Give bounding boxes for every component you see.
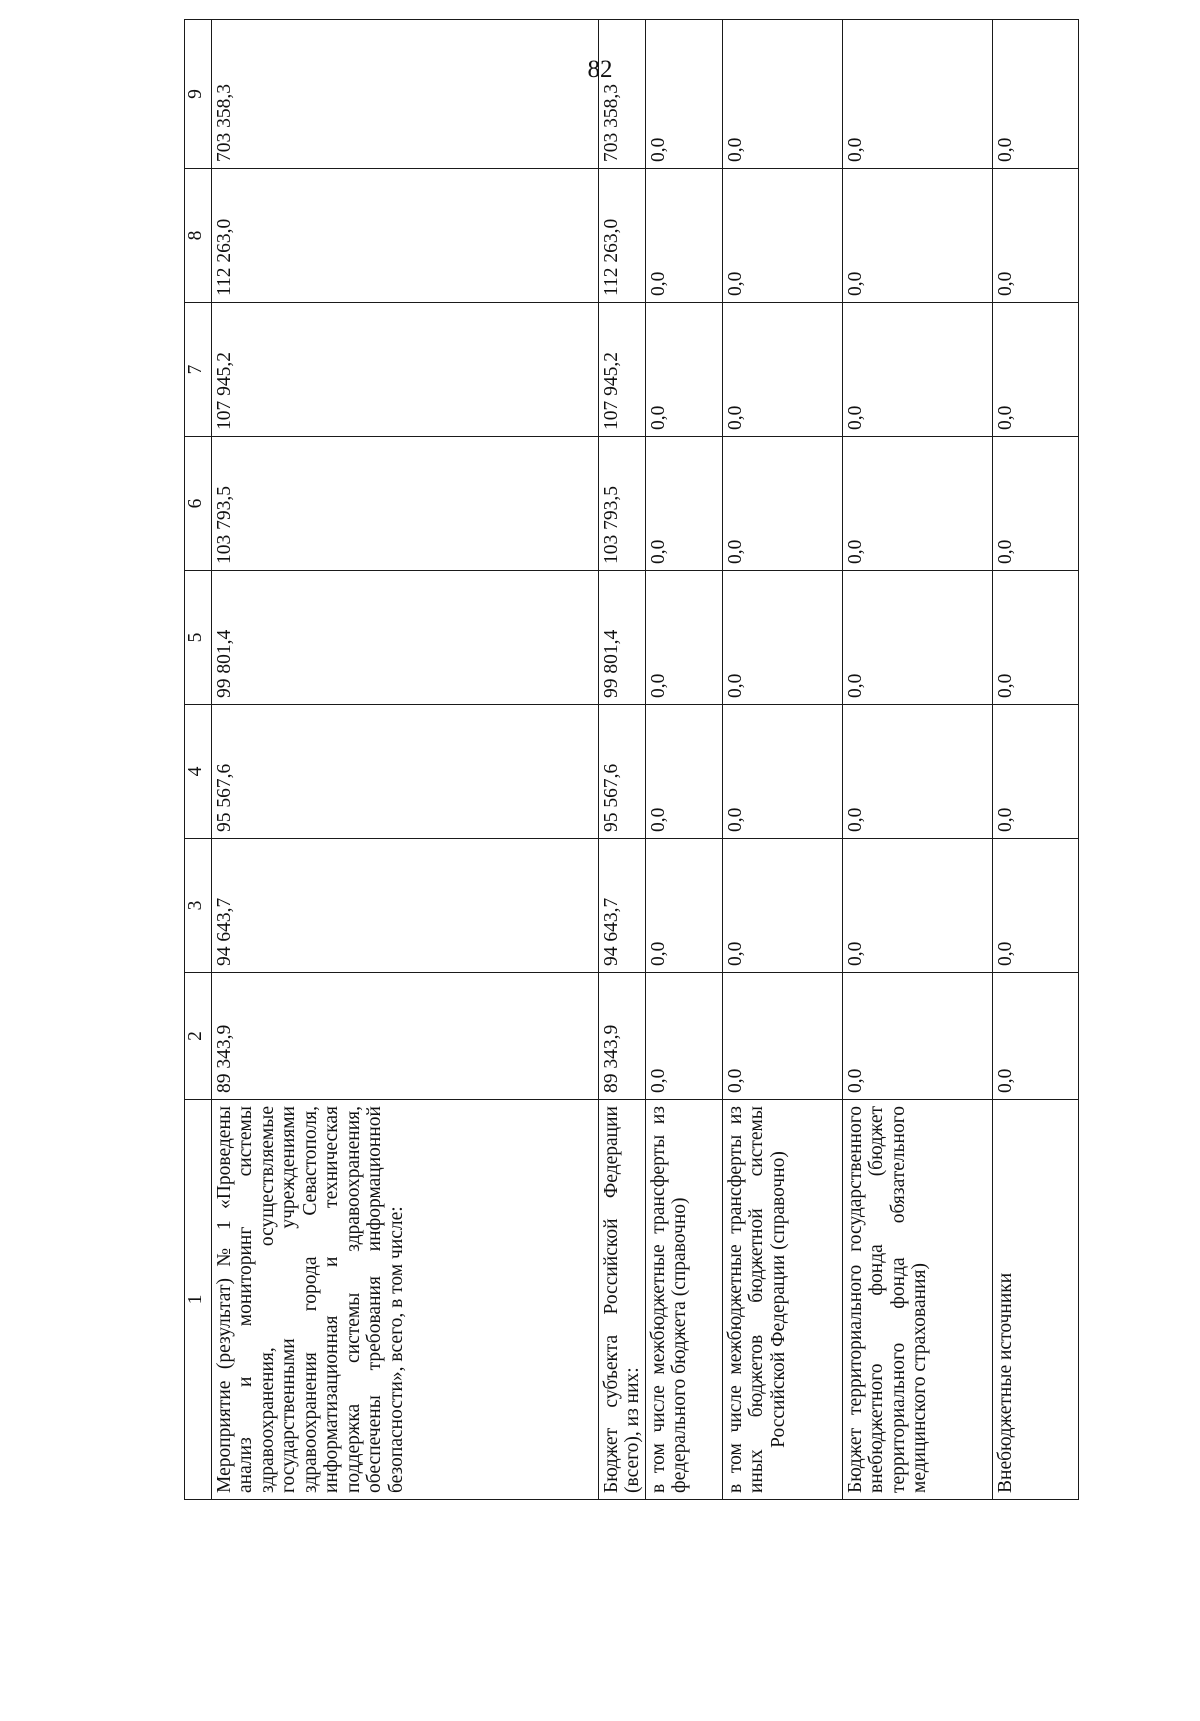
value-cell: 107 945,2 [599, 303, 646, 437]
value-cell: 0,0 [722, 169, 842, 303]
value-cell: 0,0 [842, 20, 992, 169]
header-cell: 8 [185, 169, 212, 303]
value-cell: 0,0 [645, 437, 722, 571]
value-cell: 89 343,9 [599, 973, 646, 1100]
value-cell: 0,0 [722, 303, 842, 437]
value-cell: 703 358,3 [212, 20, 599, 169]
header-cell: 4 [185, 705, 212, 839]
value-cell: 94 643,7 [212, 839, 599, 973]
row-label: Мероприятие (результат) № 1 «Проведены анализ и мониторинг системы здравоохранения, осуществляемые государственными учреждениями здравоохранения города Севастополя, информатизационная и техническая поддержка системы здравоохранения, обеспечены требования информационной безопасности», всего, в том числе: [212, 1100, 599, 1500]
value-cell: 0,0 [992, 437, 1078, 571]
value-cell: 0,0 [645, 303, 722, 437]
funding-table [184, 19, 1079, 1500]
value-cell: 95 567,6 [212, 705, 599, 839]
value-cell: 0,0 [842, 169, 992, 303]
row-label: Внебюджетные источники [992, 1100, 1078, 1500]
table-row [599, 20, 646, 1500]
table-row [842, 20, 992, 1500]
header-cell: 2 [185, 973, 212, 1100]
header-cell: 5 [185, 571, 212, 705]
value-cell: 112 263,0 [599, 169, 646, 303]
value-cell: 94 643,7 [599, 839, 646, 973]
value-cell: 0,0 [842, 973, 992, 1100]
value-cell: 0,0 [722, 437, 842, 571]
value-cell: 95 567,6 [599, 705, 646, 839]
value-cell: 0,0 [722, 20, 842, 169]
header-row [185, 20, 212, 1500]
value-cell: 0,0 [722, 839, 842, 973]
value-cell: 103 793,5 [212, 437, 599, 571]
value-cell: 0,0 [842, 705, 992, 839]
value-cell: 703 358,3 [599, 20, 646, 169]
value-cell: 0,0 [722, 705, 842, 839]
row-label: в том числе межбюджетные трансферты из иных бюджетов бюджетной системы Российской Федерации (справочно) [722, 1100, 842, 1500]
value-cell: 0,0 [722, 973, 842, 1100]
header-cell: 7 [185, 303, 212, 437]
value-cell: 0,0 [992, 20, 1078, 169]
row-label: Бюджет субъекта Российской Федерации (всего), из них: [599, 1100, 646, 1500]
value-cell: 99 801,4 [212, 571, 599, 705]
row-label: в том числе межбюджетные трансферты из федерального бюджета (справочно) [645, 1100, 722, 1500]
header-cell: 1 [185, 1100, 212, 1500]
table-row [212, 20, 599, 1500]
value-cell: 0,0 [645, 20, 722, 169]
row-label: Бюджет территориального государственного внебюджетного фонда (бюджет территориального фонда обязательного медицинского страхования) [842, 1100, 992, 1500]
value-cell: 0,0 [842, 571, 992, 705]
value-cell: 107 945,2 [212, 303, 599, 437]
rotated-table [184, 84, 1079, 1500]
value-cell: 0,0 [645, 705, 722, 839]
header-cell: 9 [185, 20, 212, 169]
value-cell: 0,0 [645, 571, 722, 705]
funding-table-container [184, 84, 1079, 1500]
value-cell: 0,0 [842, 839, 992, 973]
header-cell: 6 [185, 437, 212, 571]
table-row [992, 20, 1078, 1500]
value-cell: 0,0 [842, 303, 992, 437]
value-cell: 0,0 [992, 169, 1078, 303]
value-cell: 0,0 [842, 437, 992, 571]
table-row [645, 20, 722, 1500]
value-cell: 0,0 [722, 571, 842, 705]
value-cell: 0,0 [992, 705, 1078, 839]
value-cell: 99 801,4 [599, 571, 646, 705]
value-cell: 0,0 [992, 303, 1078, 437]
header-cell: 3 [185, 839, 212, 973]
value-cell: 103 793,5 [599, 437, 646, 571]
value-cell: 0,0 [645, 839, 722, 973]
table-row [722, 20, 842, 1500]
value-cell: 0,0 [645, 169, 722, 303]
value-cell: 89 343,9 [212, 973, 599, 1100]
value-cell: 0,0 [992, 839, 1078, 973]
page-number: 82 [587, 56, 613, 83]
value-cell: 0,0 [645, 973, 722, 1100]
value-cell: 0,0 [992, 571, 1078, 705]
value-cell: 112 263,0 [212, 169, 599, 303]
value-cell: 0,0 [992, 973, 1078, 1100]
